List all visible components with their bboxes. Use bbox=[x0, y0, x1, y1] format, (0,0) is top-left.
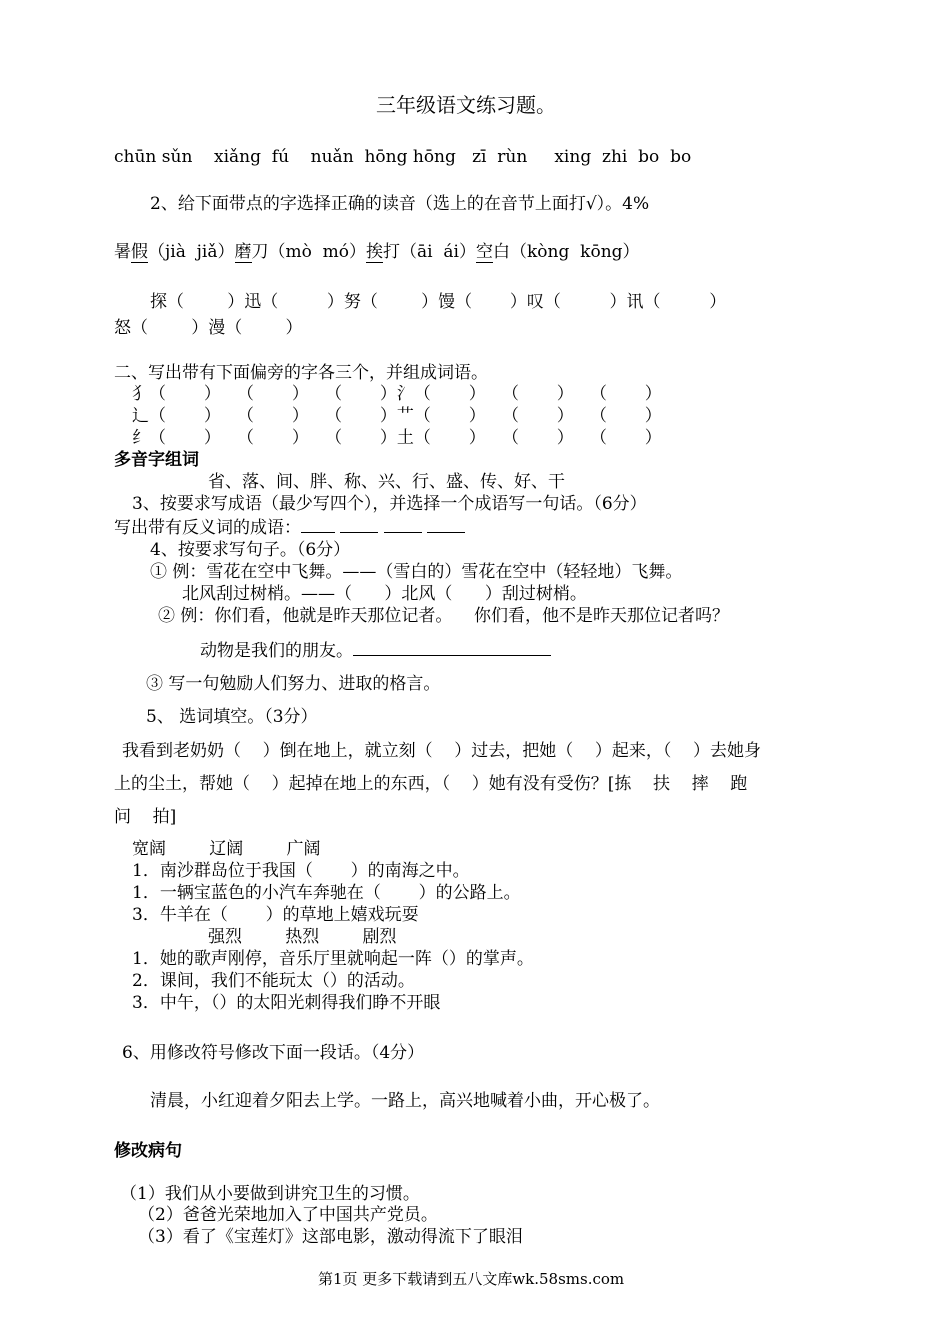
q3-heading: 3、按要求写成语（最少写四个），并选择一个成语写一句话。（6分） bbox=[132, 494, 647, 514]
q5-word-group-2: 强烈 热烈 剧烈 bbox=[208, 927, 397, 947]
s2-row-2: 辶（ ） （ ） （ ）艹（ ） （ ） （ ） bbox=[132, 406, 662, 426]
q2-item-1-post: （jià jiǎ） bbox=[148, 242, 235, 262]
q5-heading: 5、 选词填空。（3分） bbox=[146, 707, 318, 727]
q5-group2-item-3: 3．中午，（）的太阳光刺得我们睁不开眼 bbox=[132, 993, 441, 1013]
page-footer: 第1页 更多下载请到五八文库wk.58sms.com bbox=[318, 1270, 625, 1288]
q2-heading: 2、给下面带点的字选择正确的读音（选上的在音节上面打√）。4% bbox=[150, 194, 650, 214]
q2-item-2-post: 刀（mò mó） bbox=[251, 242, 367, 262]
q2-item-1-pre: 暑 bbox=[114, 242, 131, 262]
q4-example-2: ② 例：你们看，他就是昨天那位记者。 你们看，他不是昨天那位记者吗？ bbox=[158, 606, 730, 626]
q5-group1-item-1: 1．南沙群岛位于我国（ ）的南海之中。 bbox=[132, 861, 470, 881]
q4-task-2-blank[interactable] bbox=[353, 639, 551, 656]
fix-item-1: （1）我们从小要做到讲究卫生的习惯。 bbox=[120, 1184, 420, 1204]
page-title: 三年级语文练习题。 bbox=[376, 93, 556, 117]
q5-group1-item-2: 1．一辆宝蓝色的小汽车奔驰在（ ）的公路上。 bbox=[132, 883, 521, 903]
s2-row-1: 犭（ ） （ ） （ ）氵（ ） （ ） （ ） bbox=[132, 384, 662, 404]
q4-example-3: ③ 写一句勉励人们努力、进取的格言。 bbox=[146, 674, 441, 694]
polyphone-heading: 多音字组词 bbox=[114, 450, 199, 470]
q3-prompt: 写出带有反义词的成语： bbox=[114, 518, 301, 538]
idiom-blank-2[interactable] bbox=[340, 516, 378, 533]
q6-heading: 6、用修改符号修改下面一段话。（4分） bbox=[122, 1043, 425, 1063]
q5-group2-item-2: 2．课间，我们不能玩太（）的活动。 bbox=[132, 971, 415, 991]
fix-item-2: （2）爸爸光荣地加入了中国共产党员。 bbox=[138, 1205, 438, 1225]
q5-paragraph-line-2: 上的尘土，帮她（ ）起掉在地上的东西，（ ）她有没有受伤？[拣 扶 摔 跑 bbox=[114, 774, 748, 794]
q3-prompt-line bbox=[114, 516, 465, 539]
q4-example-1: ① 例：雪花在空中飞舞。——（雪白的）雪花在空中（轻轻地）飞舞。 bbox=[150, 562, 683, 582]
q5-group1-item-3: 3．牛羊在（ ）的草地上嬉戏玩耍 bbox=[132, 905, 419, 925]
q2-item-2-char: 磨 bbox=[234, 242, 252, 262]
q2-item-3-post: 打（āi ái） bbox=[383, 242, 476, 262]
idiom-blank-4[interactable] bbox=[427, 516, 465, 533]
q2-pronunciation-line bbox=[114, 241, 640, 263]
s2-row-3: 纟（ ） （ ） （ ）土（ ） （ ） （ ） bbox=[132, 428, 662, 448]
s2-heading: 二、写出带有下面偏旁的字各三个，并组成词语。 bbox=[114, 363, 488, 383]
q4-heading: 4、按要求写句子。（6分） bbox=[150, 540, 351, 560]
pinyin-line: chūn sǔn xiǎng fú nuǎn hōng hōng zī rùn xing zhi bo bo bbox=[114, 147, 692, 167]
idiom-blank-1[interactable] bbox=[301, 516, 335, 533]
q4-task-2-line bbox=[200, 639, 551, 662]
fix-item-3: （3）看了《宝莲灯》这部电影，激动得流下了眼泪 bbox=[138, 1227, 523, 1247]
q2-blank-line-2: 怒（ ）漫（ ） bbox=[114, 318, 303, 338]
q5-paragraph-line-3: 问 拍] bbox=[114, 807, 177, 827]
q4-task-1: 北风刮过树梢。——（ ）北风（ ）刮过树梢。 bbox=[182, 584, 587, 604]
q2-item-4-post: 白（kòng kōng） bbox=[492, 242, 640, 262]
q5-group2-item-1: 1．她的歌声刚停，音乐厅里就响起一阵（）的掌声。 bbox=[132, 949, 534, 969]
q4-task-2: 动物是我们的朋友。 bbox=[200, 641, 353, 661]
q5-paragraph-line-1: 我看到老奶奶（ ）倒在地上，就立刻（ ）过去，把她（ ）起来，（ ）去她身 bbox=[122, 741, 761, 761]
q2-item-4-char: 空 bbox=[475, 242, 493, 262]
q2-item-1-char: 假 bbox=[131, 242, 148, 262]
q6-text: 清晨，小红迎着夕阳去上学。一路上，高兴地喊着小曲，开心极了。 bbox=[150, 1091, 660, 1111]
q2-blank-line-1: 探（ ）迅（ ）努（ ）馒（ ）叹（ ）讯（ ） bbox=[150, 292, 727, 312]
q5-word-group-1: 宽阔 辽阔 广阔 bbox=[132, 839, 321, 859]
idiom-blank-3[interactable] bbox=[384, 516, 422, 533]
q2-item-3-char: 挨 bbox=[366, 242, 384, 262]
polyphone-chars: 省、落、间、胖、称、兴、行、盛、传、好、干 bbox=[208, 472, 565, 492]
fix-heading: 修改病句 bbox=[114, 1141, 182, 1161]
